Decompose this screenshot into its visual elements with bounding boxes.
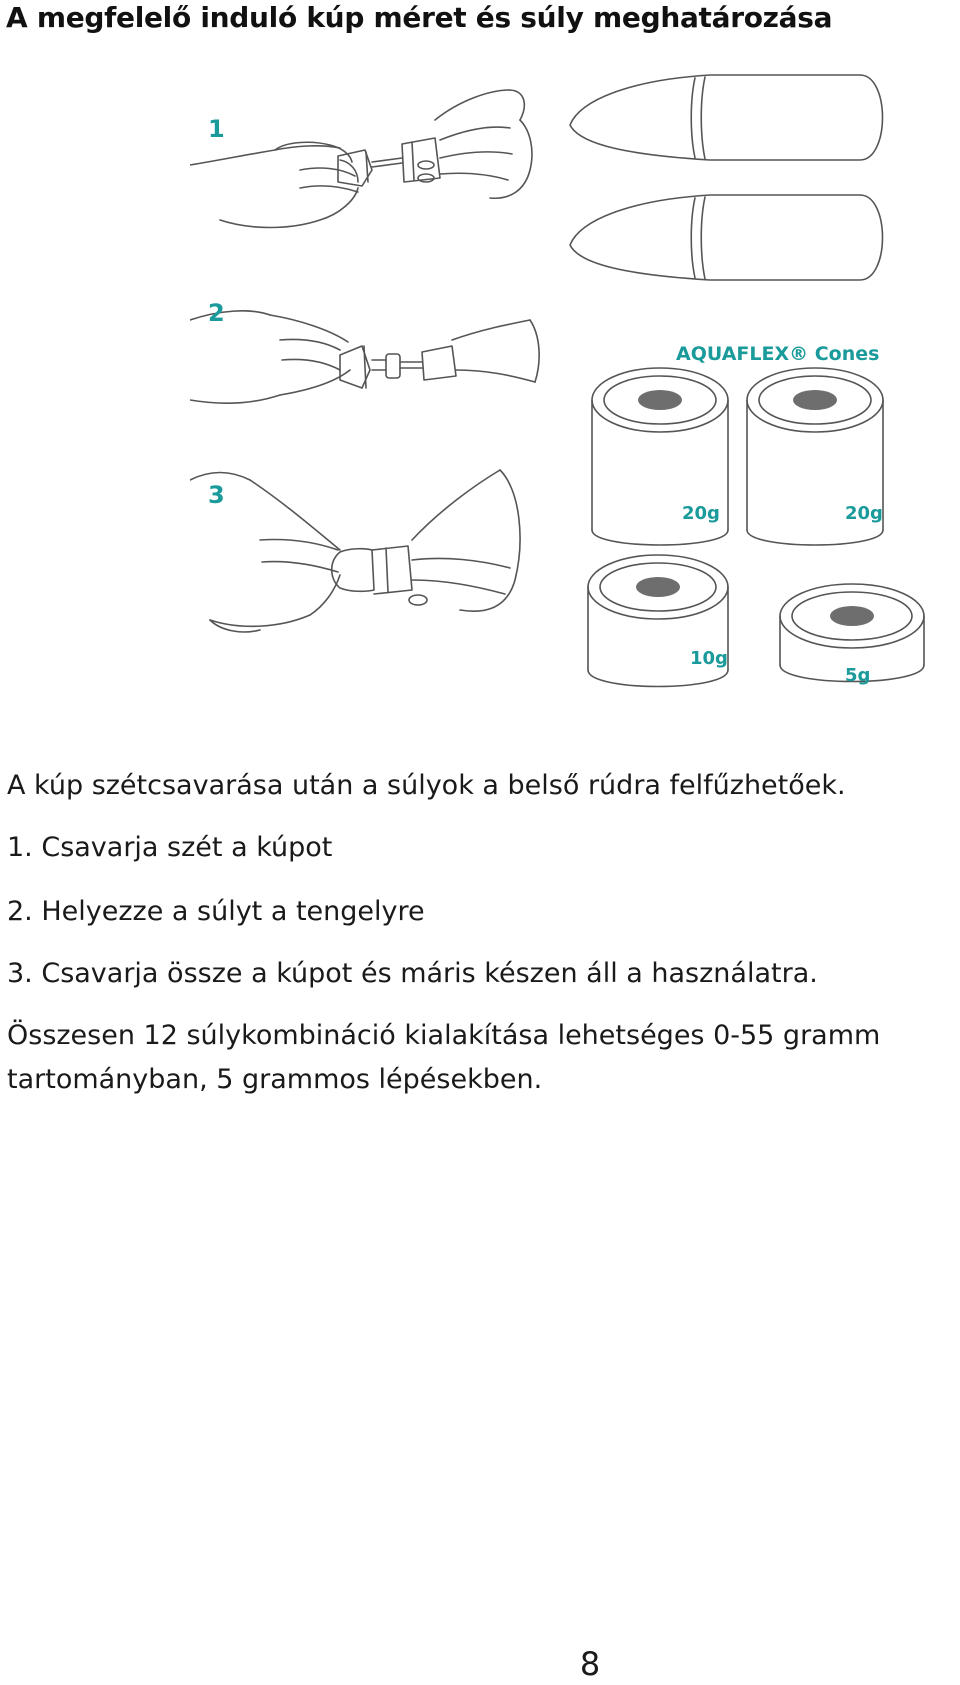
step3-hands-drawing <box>190 470 520 632</box>
summary-line-2: tartományban, 5 grammos lépésekben. <box>7 1064 543 1095</box>
cone-drawing-top <box>570 75 883 160</box>
cone-assembly-illustration <box>190 70 940 700</box>
weight-label-10g: 10g <box>690 648 728 669</box>
step-label-1: 1 <box>208 115 225 143</box>
page-title: A megfelelő induló kúp méret és súly meghatározása <box>6 1 833 34</box>
step2-hands-drawing <box>190 311 539 403</box>
weight-label-5g: 5g <box>845 665 871 686</box>
page-number: 8 <box>579 1645 601 1683</box>
summary-line-1: Összesen 12 súlykombináció kialakítása lehetséges 0-55 gramm <box>7 1020 881 1051</box>
step-label-3: 3 <box>208 481 225 509</box>
intro-paragraph: A kúp szétcsavarása után a súlyok a belső rúdra felfűzhetőek. <box>7 770 846 801</box>
weight-label-20g-right: 20g <box>845 503 883 524</box>
weight-label-20g-left: 20g <box>682 503 720 524</box>
step-1-text: 1. Csavarja szét a kúpot <box>7 832 333 863</box>
step-3-text: 3. Csavarja össze a kúpot és máris készen áll a használatra. <box>7 958 818 989</box>
step1-hands-drawing <box>190 90 532 228</box>
cone-drawing-bottom <box>570 195 883 280</box>
step-2-text: 2. Helyezze a súlyt a tengelyre <box>7 896 425 927</box>
brand-label: AQUAFLEX® Cones <box>676 343 880 365</box>
step-label-2: 2 <box>208 299 225 327</box>
